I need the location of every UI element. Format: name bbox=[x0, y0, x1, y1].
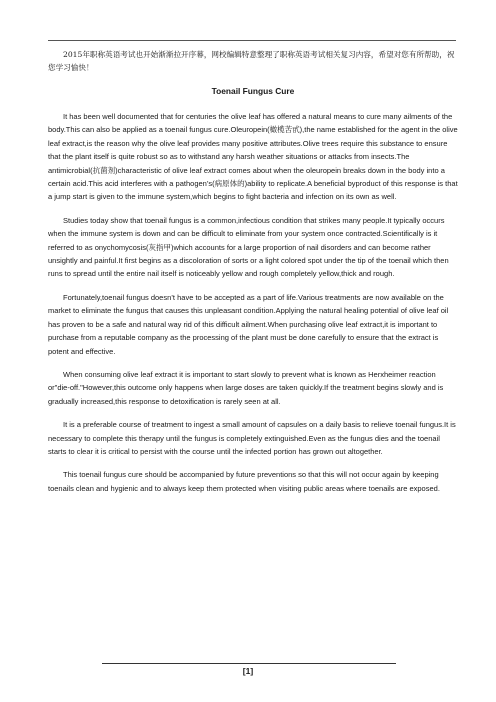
paragraph-3: Fortunately,toenail fungus doesn’t have to be accepted as a part of life.Various treatments are now available on the market to eliminate the fungus that causes this unpleasant condition.Applying the natural healing potential of olive leaf oil has proven to be a safe and natural way rid of this difficult ailment.When purchasing olive leaf extract,it is important to purchase from a reputable company as the processing of the plant must be done carefully to ensure that the extract is potent and effective. bbox=[48, 292, 449, 356]
page-number: [1] bbox=[242, 666, 254, 676]
paragraph-2: Studies today show that toenail fungus is a common,infectious condition that strikes many people.It typically occurs when the immune system is down and can be difficult to eliminate from your system once contracted.Scientifically is it referred to as onychomycosis(灰指甲)which accounts for a large proportion of nail disorders and can become rather unsightly and painful.It first begins as a discoloration of sorts or a light colored spot under the tip of the toenail which then runs to spread until the entire nail itself is noticeably yellow and rough completely yellow,thick and rough. bbox=[48, 215, 449, 279]
paragraph-4: When consuming olive leaf extract it is important to start slowly to prevent what is known as Herxheimer reaction or"die-off."However,this outcome only happens when large doses are taken quickly.If the treatment begins slowly and is gradually increased,this response to detoxification is rarely seen at all. bbox=[48, 369, 444, 406]
article-title: Toenail Fungus Cure bbox=[211, 86, 295, 96]
paragraph-5: It is a preferable course of treatment to ingest a small amount of capsules on a daily basis to relieve toenail fungus.It is necessary to complete this therapy until the fungus is completely extinguished.Even as the fungus dies and the toenail starts to clear it is critical to persist with the course until the infected portion has grown out altogether. bbox=[48, 420, 456, 456]
header-rule bbox=[48, 40, 456, 41]
intro-paragraph: 2015年职称英语考试也开始渐渐拉开序幕，网校编辑特意整理了职称英语考试相关复习内容，希望对您有所帮助，祝您学习愉快！ bbox=[48, 50, 455, 72]
footer-rule bbox=[102, 663, 396, 664]
document-page bbox=[48, 48, 458, 505]
paragraph-6: This toenail fungus cure should be accompanied by future preventions so that this will not occur again by keeping toenails clean and hygienic and to always keep them protected when visiting public areas where toenails are exposed. bbox=[48, 470, 440, 493]
paragraph-1: It has been well documented that for centuries the olive leaf has offered a natural means to cure many ailments of the body.This can also be applied as a toenail fungus cure.Oleuropein(橄榄苦甙),the name established for the agent in the olive leaf extract,is the reason why the olive leaf provides many positive attributes.Olive trees require this substance to ensure that the plant itself is quite robust so as to withstand any harsh weather situations or attacks from insects.The antimicrobial(抗菌剂)characteristic of olive leaf extract comes about when the oleuropein breaks down in the body into a certain acid.This acid interferes with a pathogen’s(病原体的)ability to replicate.A beneficial byproduct of this response is that a jump start is given to the immune system,which begins to fight bacteria and infection on its own as well. bbox=[48, 112, 458, 202]
